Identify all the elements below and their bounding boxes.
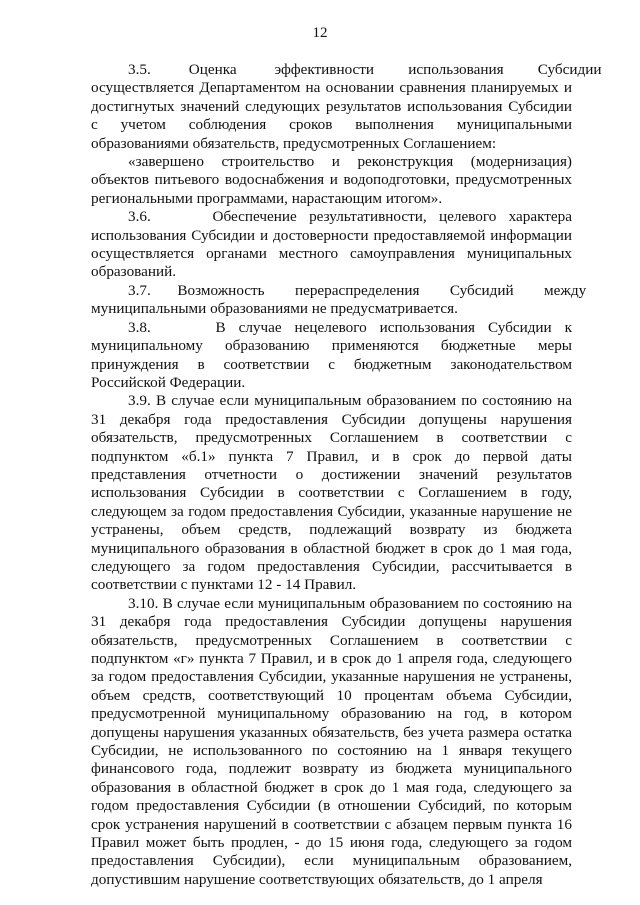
paragraph-3-5-quote: «завершено строительство и реконструкция (модернизация) объектов питьевого водоснабжения и водоподготовки, предусмотренных региональными программами, нарастающим итогом».: [91, 153, 572, 207]
paragraph-3-8: 3.8. В случае нецелевого использования Субсидии к муниципальному образованию применяются бюджетные меры принуждения в соответствии с бюджетным законодательством Российской Федерации.: [91, 318, 572, 391]
paragraph-3-6: 3.6. Обеспечение результативности, целевого характера использования Субсидии и достоверности предоставляемой информации осуществляется органами местного самоуправления муниципальных образований.: [91, 208, 572, 281]
paragraph-3-5: 3.5. Оценка эффективности использования Субсидии осуществляется Департаментом на основании сравнения планируемых и достигнутых значений следующих результатов использования Субсидии с учетом соблюдения сроков выполнения муниципальными образованиями обязательств, предусмотренных Соглашением:: [91, 61, 602, 152]
paragraph-3-7: 3.7. Возможность перераспределения Субсидий между муниципальными образованиями не предусматривается.: [91, 281, 587, 318]
paragraph-3-10: 3.10. В случае если муниципальным образованием по состоянию на 31 декабря года предоставления Субсидии допущены нарушения обязательств, предусмотренных Соглашением в соответствии с подпунктом «г» пункта 7 Правил, и в срок до 1 апреля года, следующего за годом предоставления Субсидии, указанные нарушения не устранены, объем средств, соответствующий 10 процентам объема Субсидии, предусмотренной муниципальному образованию на год, в котором допущены нарушения указанных обязательств, без учета размера остатка Субсидии, не использованного по состоянию на 1 января текущего финансового года, подлежит возврату из бюджета муниципального образования в областной бюджет в срок до 1 мая года, следующего за годом предоставления Субсидии (в отношении Субсидий, по которым срок устранения нарушений в соответствии с абзацем первым пункта 16 Правил может быть продлен, - до 15 июня года, следующего за годом предоставления Субсидии), если муниципальным образованием, допустившим нарушение соответствующих обязательств, до 1 апреля: [91, 594, 572, 888]
document-body: [91, 61, 602, 889]
paragraph-3-9: 3.9. В случае если муниципальным образованием по состоянию на 31 декабря года предоставления Субсидии допущены нарушения обязательств, предусмотренных Соглашением в соответствии с подпунктом «б.1» пункта 7 Правил, и в срок до первой даты представления отчетности о достижении значений результатов использования Субсидии в соответствии с Соглашением в году, следующем за годом предоставления Субсидии, указанные нарушение не устранены, объем средств, подлежащий возврату из бюджета муниципального образования в областной бюджет в срок до 1 мая года, следующего за годом предоставления Субсидии, рассчитывается в соответствии с пунктами 12 - 14 Правил.: [91, 392, 572, 594]
page-number: 12: [312, 25, 328, 41]
